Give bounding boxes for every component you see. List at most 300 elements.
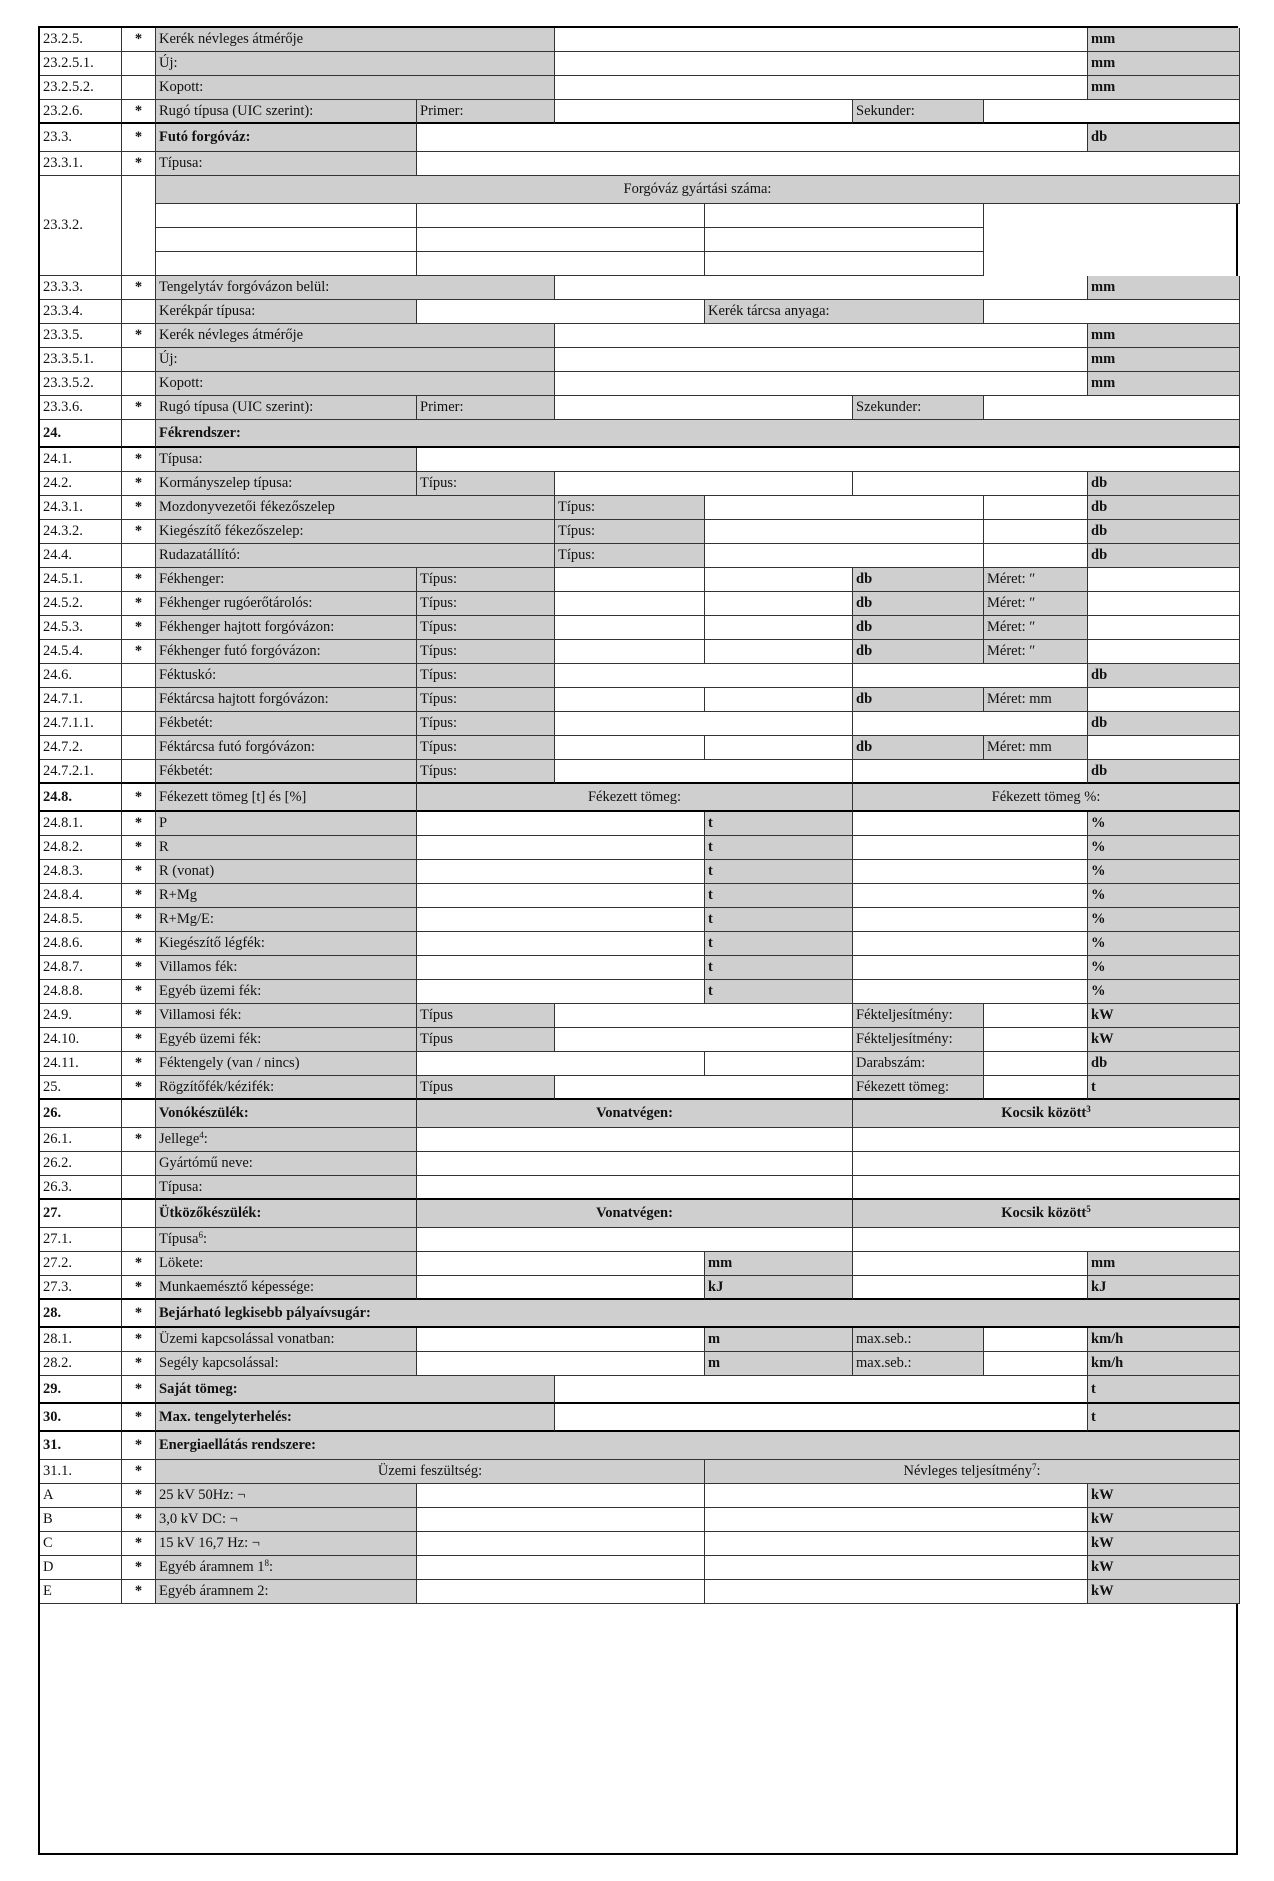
cell-text: * [134,571,143,588]
cell-tipus [417,760,555,784]
input-cell[interactable] [853,908,1088,932]
input-cell[interactable] [853,760,1088,784]
cell-m [705,1352,853,1376]
cell-fektarcsa-hajtott-forgovazon [156,688,417,712]
cell-text: Kopott: [159,79,204,96]
cell-kw [1088,1484,1240,1508]
cell-symbol [122,592,156,616]
cell-energiaellatas-rendszere [156,1432,1240,1460]
cell-text: t [1091,1408,1096,1425]
cell-text: kW [1091,1583,1114,1600]
cell-kerek-tarcsa-anyaga [705,300,984,324]
footnote-marker: 5 [1086,1204,1091,1214]
cell-fekrendszer [156,420,1240,448]
input-cell[interactable] [417,956,705,980]
input-cell [122,688,156,712]
input-cell[interactable] [1088,688,1240,712]
cell-text: mm [708,1255,733,1272]
input-cell[interactable] [555,616,705,640]
cell-tipus [555,520,705,544]
cell-symbol [122,28,156,52]
cell-tipus [417,712,555,736]
cell-text: kJ [708,1278,724,1295]
input-cell[interactable] [417,1228,853,1252]
cell-text: 24.6. [43,667,72,684]
input-cell[interactable] [1088,568,1240,592]
cell-symbol [122,1556,156,1580]
input-cell[interactable] [417,1176,853,1200]
cell-symbol [122,980,156,1004]
cell-symbol [122,100,156,124]
input-cell[interactable] [984,544,1088,568]
cell-23-2-5-1 [40,52,122,76]
cell-text: Típus: [558,523,596,540]
input-cell[interactable] [984,1004,1088,1028]
cell-symbol [122,1328,156,1352]
cell-24-9 [40,1004,122,1028]
input-cell[interactable] [417,1328,705,1352]
cell-text: 3,0 kV DC: ¬ [159,1511,238,1528]
cell-kocsik-kozott [853,1100,1240,1128]
cell-text: Villamos fék: [159,959,238,976]
cell-meret [984,640,1088,664]
cell-text: 29. [43,1380,62,1397]
cell-primer [417,100,555,124]
input-cell[interactable] [555,396,853,420]
cell-text: % [1091,935,1106,952]
input-cell[interactable] [705,1580,1088,1604]
input-cell[interactable] [984,1052,1088,1076]
input-cell[interactable] [555,276,1088,300]
input-cell[interactable] [417,908,705,932]
input-cell [122,52,156,76]
cell-jellege [156,1128,417,1152]
cell-gyartomu-neve [156,1152,417,1176]
input-cell[interactable] [555,348,1088,372]
input-cell[interactable] [417,1508,705,1532]
cell-text: Üzemi feszültség: [377,1463,483,1480]
input-cell[interactable] [555,1076,853,1100]
cell-symbol [122,448,156,472]
vehicle-data-form [38,26,1238,1855]
cell-text: Típus: [420,475,458,492]
cell-text: % [1091,983,1106,1000]
input-cell[interactable] [555,1404,1088,1432]
cell-text: Üzemi kapcsolással vonatban: [159,1331,335,1348]
cell-suffix: : [203,1131,208,1148]
cell-27 [40,1200,122,1228]
cell-text: 23.2.5.1. [43,55,94,72]
cell-segely-kapcsolassal [156,1352,417,1376]
cell-24-3-1 [40,496,122,520]
cell-text: Típus: [558,499,596,516]
cell-text: * [134,863,143,880]
input-cell[interactable] [417,300,705,324]
cell-text: Bejárható legkisebb pályaívsugár: [159,1304,371,1321]
input-cell[interactable] [853,1176,1240,1200]
cell-kiegeszito-fekezoszelep [156,520,555,544]
input-cell[interactable] [417,1484,705,1508]
cell-t [705,860,853,884]
input-cell[interactable] [555,472,853,496]
input-cell[interactable] [1088,592,1240,616]
cell-text: db [856,619,873,636]
input-cell[interactable] [1088,616,1240,640]
input-cell[interactable] [853,884,1088,908]
cell-text: Max. tengelyterhelés: [159,1408,292,1425]
input-cell [122,1200,156,1228]
input-cell[interactable] [984,496,1088,520]
cell-text: Sekunder: [856,102,915,119]
input-cell[interactable] [1088,736,1240,760]
cell-text: Villamosi fék: [159,1007,242,1024]
input-cell[interactable] [705,640,853,664]
cell-text: mm [1091,1255,1116,1272]
input-cell[interactable] [417,204,705,228]
input-cell[interactable] [417,1152,853,1176]
cell-text: Kocsik között [1001,1205,1087,1222]
cell-text: Kerék névleges átmérője [159,327,304,344]
cell-symbol [122,1432,156,1460]
cell-kj [705,1276,853,1300]
cell-symbol [122,908,156,932]
cell-text: db [1091,715,1108,732]
input-cell[interactable] [555,760,853,784]
input-cell[interactable] [555,736,705,760]
cell-text: * [134,1437,143,1454]
cell-d [40,1556,122,1580]
input-cell[interactable] [417,152,1240,176]
cell-text: 24.5.4. [43,643,83,660]
cell-text: E [43,1583,52,1600]
cell-symbol [122,1076,156,1100]
input-cell[interactable] [417,1580,705,1604]
cell-kerek-nevleges-atmeroje [156,28,555,52]
input-cell[interactable] [417,884,705,908]
input-cell[interactable] [417,836,705,860]
cell-symbol [122,1532,156,1556]
input-cell [122,420,156,448]
input-cell[interactable] [705,1484,1088,1508]
cell-text: Darabszám: [856,1055,926,1072]
cell-text: 24.10. [43,1031,80,1048]
cell-text: Fékteljesítmény: [856,1007,953,1024]
cell-text: 26.2. [43,1155,72,1172]
input-cell[interactable] [853,956,1088,980]
cell-mm [1088,76,1240,100]
input-cell[interactable] [156,204,417,228]
input-cell [122,664,156,688]
cell-fekbetet [156,712,417,736]
input-cell[interactable] [417,812,705,836]
cell-symbol [1088,956,1240,980]
input-cell[interactable] [555,688,705,712]
input-cell[interactable] [705,1532,1088,1556]
cell-kw [1088,1508,1240,1532]
input-cell[interactable] [417,448,1240,472]
cell-fekhenger-futo-forgovazon [156,640,417,664]
input-cell[interactable] [853,1276,1088,1300]
cell-r-mg [156,884,417,908]
cell-text: 27.3. [43,1278,72,1295]
cell-mozdonyvezetoi-fekezoszelep [156,496,555,520]
cell-mm [1088,276,1240,300]
input-cell[interactable] [853,664,1088,688]
input-cell[interactable] [984,520,1088,544]
cell-24-8-6 [40,932,122,956]
input-cell[interactable] [417,124,1088,152]
input-cell[interactable] [156,252,417,276]
cell-symbol [1088,884,1240,908]
input-cell[interactable] [705,496,984,520]
cell-text: * [134,451,143,468]
cell-text: C [43,1535,53,1552]
cell-kopott [156,372,555,396]
input-cell[interactable] [984,1076,1088,1100]
cell-fekbetet [156,760,417,784]
cell-text: Méret: ″ [987,619,1036,636]
input-cell[interactable] [417,1276,705,1300]
input-cell[interactable] [853,472,1088,496]
cell-text: 15 kV 16,7 Hz: ¬ [159,1535,260,1552]
cell-tipus [417,736,555,760]
cell-text: Típusa: [159,155,203,172]
cell-text: % [1091,863,1106,880]
input-cell[interactable] [417,228,705,252]
cell-db [1088,520,1240,544]
input-cell[interactable] [853,1152,1240,1176]
cell-text: kW [1091,1559,1114,1576]
cell-text: 23.3.5. [43,327,83,344]
cell-db [853,568,984,592]
input-cell[interactable] [417,1532,705,1556]
input-cell[interactable] [705,228,984,252]
cell-symbol [122,276,156,300]
cell-tipus [417,688,555,712]
cell-uj [156,52,555,76]
input-cell[interactable] [853,836,1088,860]
input-cell[interactable] [853,932,1088,956]
input-cell[interactable] [555,1028,853,1052]
input-cell[interactable] [555,324,1088,348]
cell-t [1088,1076,1240,1100]
cell-m [705,1328,853,1352]
input-cell[interactable] [705,1508,1088,1532]
cell-text: Fékhenger rugóerőtárolós: [159,595,313,612]
footnote-marker: 3 [1086,1104,1091,1114]
input-cell[interactable] [555,372,1088,396]
cell-text: Tengelytáv forgóvázon belül: [159,279,330,296]
cell-text: db [856,739,873,756]
cell-text: 24.8.3. [43,863,83,880]
cell-r-vonat [156,860,417,884]
input-cell[interactable] [417,932,705,956]
cell-text: Típus: [420,643,458,660]
cell-text: Energiaellátás rendszere: [159,1437,316,1454]
cell-text: * [134,475,143,492]
cell-text: 24.3.2. [43,523,83,540]
cell-vonokeszulek [156,1100,417,1128]
cell-24-8-7 [40,956,122,980]
cell-b [40,1508,122,1532]
cell-t [1088,1404,1240,1432]
cell-tipusa [156,1176,417,1200]
input-cell[interactable] [1088,640,1240,664]
input-cell[interactable] [984,1028,1088,1052]
input-cell[interactable] [555,28,1088,52]
cell-kw [1088,1580,1240,1604]
cell-text: Egyéb üzemi fék: [159,983,262,1000]
cell-db [1088,124,1240,152]
cell-text: Féktárcsa futó forgóvázon: [159,739,315,756]
cell-text: 24.2. [43,475,72,492]
cell-text: Típus: [420,691,458,708]
cell-24-5-2 [40,592,122,616]
input-cell[interactable] [705,592,853,616]
input-cell[interactable] [417,1352,705,1376]
cell-text: * [134,983,143,1000]
input-cell[interactable] [984,100,1240,124]
input-cell[interactable] [984,1328,1088,1352]
input-cell[interactable] [853,1228,1240,1252]
cell-rugo-tipusa-uic-szerint [156,396,417,420]
footnote-marker: 6 [198,1230,203,1240]
input-cell[interactable] [853,860,1088,884]
cell-sajat-tomeg [156,1376,555,1404]
input-cell[interactable] [555,664,853,688]
cell-kormanyszelep-tipusa [156,472,417,496]
cell-futo-forgovaz [156,124,417,152]
cell-24-2 [40,472,122,496]
cell-kj [1088,1276,1240,1300]
cell-symbol [122,124,156,152]
input-cell[interactable] [705,688,853,712]
input-cell[interactable] [156,228,417,252]
cell-24-3-2 [40,520,122,544]
cell-text: 23.3.3. [43,279,83,296]
input-cell[interactable] [705,616,853,640]
cell-text: % [1091,887,1106,904]
cell-t [705,836,853,860]
cell-fekezett-tomeg [417,784,853,812]
input-cell[interactable] [555,592,705,616]
input-cell[interactable] [705,204,984,228]
cell-text: Fékhenger hajtott forgóvázon: [159,619,335,636]
input-cell[interactable] [984,1352,1088,1376]
input-cell[interactable] [705,252,984,276]
cell-text: Típusa: [159,451,203,468]
cell-db [1088,712,1240,736]
cell-text: * [134,1380,143,1397]
input-cell[interactable] [984,300,1240,324]
input-cell[interactable] [705,568,853,592]
cell-text: mm [1091,375,1116,392]
cell-symbol [122,640,156,664]
cell-25-kv-50hz [156,1484,417,1508]
input-cell[interactable] [705,520,984,544]
input-cell[interactable] [853,812,1088,836]
cell-utkozokeszulek [156,1200,417,1228]
cell-text: t [708,887,713,904]
cell-24-1 [40,448,122,472]
input-cell [122,176,156,276]
cell-symbol [122,324,156,348]
input-cell[interactable] [555,568,705,592]
input-cell[interactable] [853,1252,1088,1276]
cell-text: mm [1091,79,1116,96]
input-cell [122,544,156,568]
cell-meret [984,616,1088,640]
cell-text: Ütközőkészülék: [159,1205,262,1222]
input-cell[interactable] [555,100,853,124]
cell-rogzitofek-kezifek [156,1076,417,1100]
input-cell[interactable] [417,1252,705,1276]
cell-text: 27. [43,1205,62,1222]
cell-text: db [1091,129,1108,146]
cell-text: 23.2.5. [43,31,83,48]
input-cell[interactable] [555,1004,853,1028]
input-cell[interactable] [705,544,984,568]
cell-kerek-nevleges-atmeroje [156,324,555,348]
cell-symbol [122,860,156,884]
input-cell[interactable] [555,712,853,736]
input-cell[interactable] [853,980,1088,1004]
input-cell[interactable] [417,252,705,276]
cell-mm [705,1252,853,1276]
input-cell[interactable] [555,52,1088,76]
cell-db [1088,760,1240,784]
cell-max-seb [853,1328,984,1352]
cell-tipus [417,640,555,664]
cell-24-4 [40,544,122,568]
input-cell[interactable] [417,1128,853,1152]
cell-text: * [134,1304,143,1321]
input-cell[interactable] [853,1128,1240,1152]
input-cell[interactable] [417,860,705,884]
cell-text: mm [1091,327,1116,344]
cell-symbol [122,396,156,420]
input-cell[interactable] [555,76,1088,100]
input-cell[interactable] [417,1556,705,1580]
cell-text: * [134,499,143,516]
input-cell[interactable] [417,980,705,1004]
cell-text: Kerék névleges átmérője [159,31,304,48]
cell-text: 24.8.7. [43,959,83,976]
input-cell[interactable] [853,712,1088,736]
cell-symbol [122,836,156,860]
cell-symbol [122,784,156,812]
input-cell[interactable] [555,1376,1088,1404]
cell-text: db [1091,547,1108,564]
input-cell[interactable] [705,1556,1088,1580]
input-cell[interactable] [705,1052,853,1076]
cell-text: Kerékpár típusa: [159,303,256,320]
cell-23-2-6 [40,100,122,124]
input-cell[interactable] [417,1052,705,1076]
cell-text: Méret: ″ [987,571,1036,588]
cell-t [705,908,853,932]
input-cell[interactable] [984,396,1240,420]
cell-text: 24.1. [43,451,72,468]
input-cell[interactable] [555,640,705,664]
cell-text: Egyéb áramnem 1 [159,1559,265,1576]
cell-29 [40,1376,122,1404]
input-cell[interactable] [705,736,853,760]
cell-c [40,1532,122,1556]
cell-t [705,956,853,980]
cell-text: R (vonat) [159,863,215,880]
cell-text: 23.3.6. [43,399,83,416]
